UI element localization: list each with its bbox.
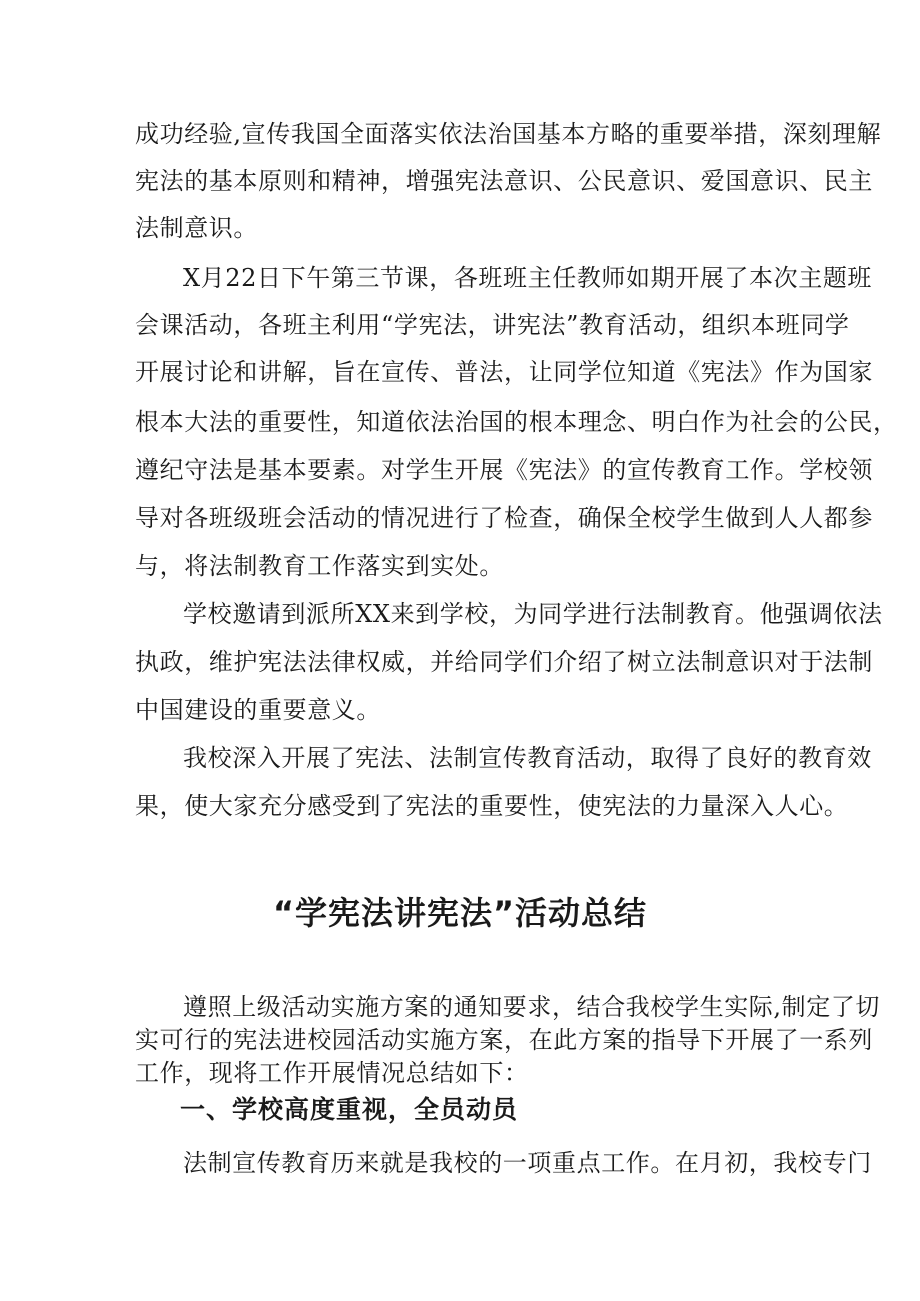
paragraph-line: 成功经验,宣传我国全面落实依法治国基本方略的重要举措，深刻理解 [135, 120, 882, 148]
paragraph-line: 遵照上级活动实施方案的通知要求，结合我校学生实际,制定了切 [183, 993, 881, 1021]
paragraph-line: 中国建设的重要意义。 [135, 696, 381, 724]
document-title: “学宪法讲宪法”活动总结 [272, 894, 648, 932]
paragraph-line: 开展讨论和讲解，旨在宣传、普法，让同学位知道《宪法》作为国家 [135, 358, 873, 386]
paragraph-line: 实可行的宪法进校园活动实施方案，在此方案的指导下开展了一系列 [135, 1026, 873, 1054]
paragraph-line: 执政，维护宪法法律权威，并给同学们介绍了树立法制意识对于法制 [135, 648, 873, 676]
paragraph-line: 遵纪守法是基本要素。对学生开展《宪法》的宣传教育工作。学校领 [135, 456, 873, 484]
paragraph-line: 宪法的基本原则和精神，增强宪法意识、公民意识、爱国意识、民主 [135, 167, 873, 195]
paragraph-line: 果，使大家充分感受到了宪法的重要性，使宪法的力量深入人心。 [135, 792, 849, 820]
paragraph-line: 会课活动，各班主利用“学宪法，讲宪法”教育活动，组织本班同学 [135, 311, 850, 339]
paragraph-line: 工作，现将工作开展情况总结如下： [135, 1059, 529, 1087]
section-heading: 一、学校高度重视，全员动员 [180, 1095, 519, 1124]
paragraph-line: 法制意识。 [135, 214, 258, 242]
paragraph-line: 导对各班级班会活动的情况进行了检查，确保全校学生做到人人都参 [135, 504, 873, 532]
paragraph-line: X月22日下午第三节课，各班班主任教师如期开展了本次主题班 [183, 264, 873, 292]
paragraph-line: 与，将法制教育工作落实到实处。 [135, 552, 504, 580]
paragraph-line: 根本大法的重要性，知道依法治国的根本理念、明白作为社会的公民， [135, 408, 898, 436]
paragraph-line: 学校邀请到派所XX来到学校，为同学进行法制教育。他强调依法 [183, 600, 883, 628]
paragraph-line: 我校深入开展了宪法、法制宣传教育活动，取得了良好的教育效 [183, 744, 872, 772]
paragraph-line: 法制宣传教育历来就是我校的一项重点工作。在月初，我校专门 [183, 1149, 872, 1177]
